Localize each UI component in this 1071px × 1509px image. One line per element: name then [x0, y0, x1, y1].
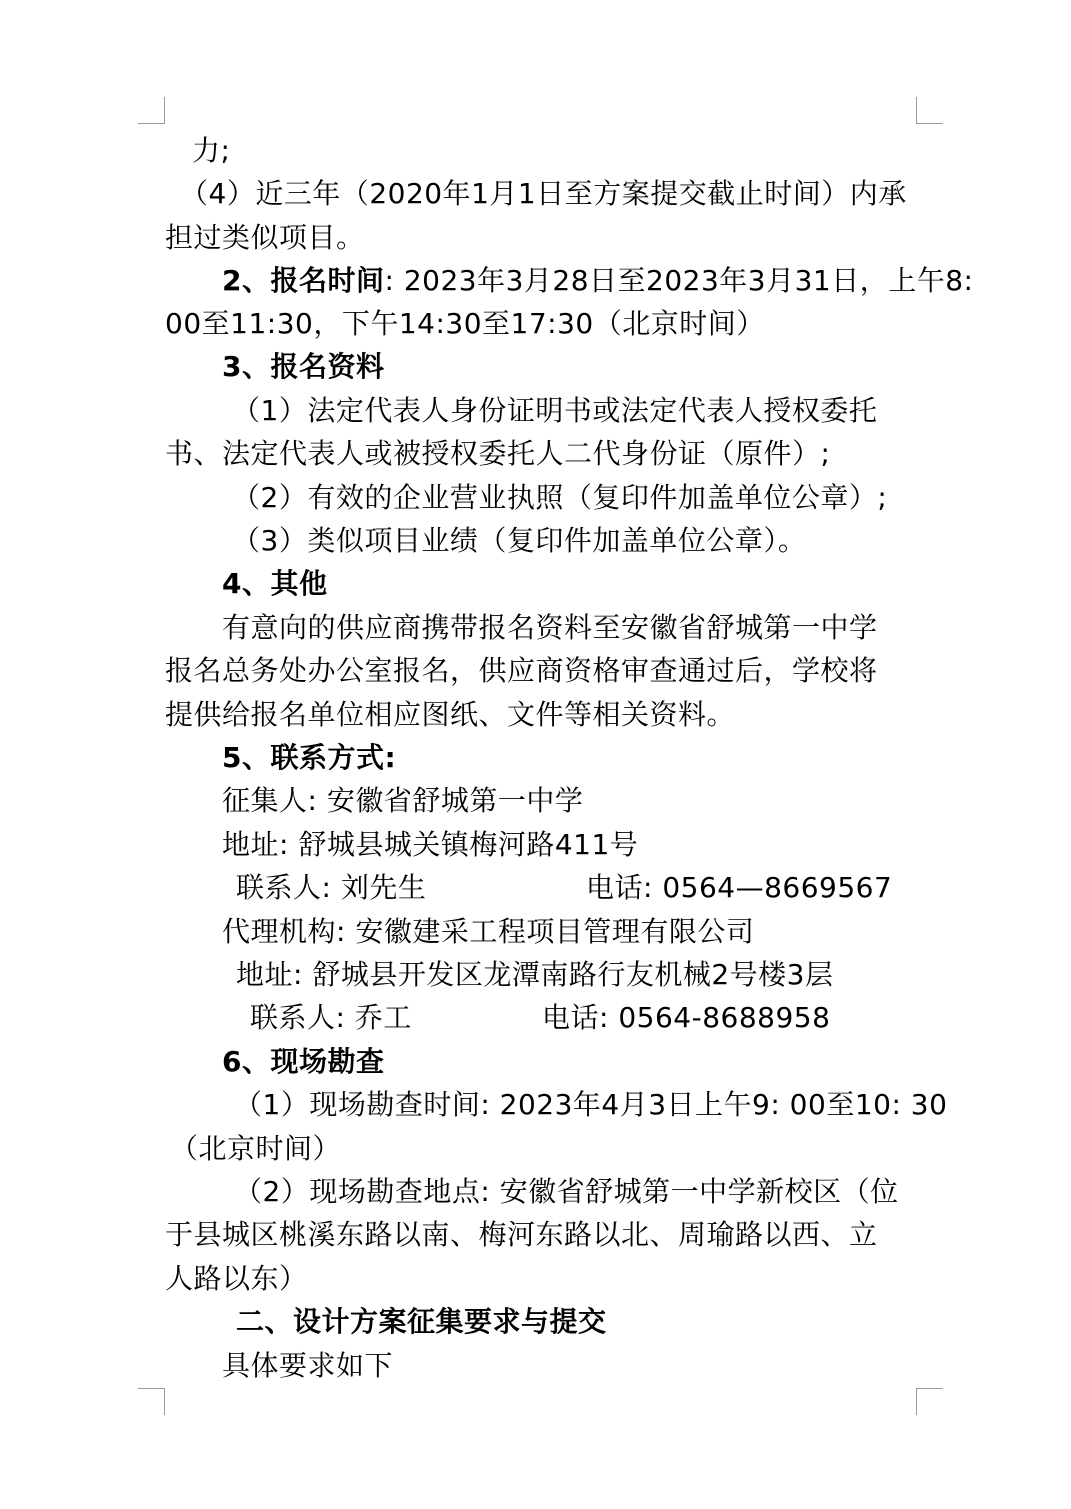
contact-line [236, 871, 892, 905]
text-line: （3）类似项目业绩（复印件加盖单位公章）。 [232, 524, 807, 557]
section-heading: 3、报名资料 [222, 350, 385, 383]
text-line: （1）法定代表人身份证明书或法定代表人授权委托 [232, 394, 878, 427]
text-line: 00至11:30，下午14:30至17:30（北京时间） [165, 307, 765, 340]
text-line: （北京时间） [170, 1132, 342, 1165]
text-line: 地址: 舒城县开发区龙潭南路行友机械2号楼3层 [236, 958, 834, 991]
contact-person: 联系人: 乔工 [250, 1001, 412, 1034]
text-line: 具体要求如下 [222, 1349, 394, 1382]
text-line: 征集人: 安徽省舒城第一中学 [222, 784, 584, 817]
margin-corner-bottom-right [916, 1388, 943, 1415]
section-heading: 6、现场勘查 [222, 1045, 385, 1078]
text-line: 人路以东） [165, 1262, 308, 1295]
contact-phone: 电话: 0564-8688958 [542, 1001, 831, 1034]
registration-time-label: 2、报名时间 [222, 264, 385, 297]
text-line: 地址: 舒城县城关镇梅河路411号 [222, 828, 639, 861]
text-line: 代理机构: 安徽建采工程项目管理有限公司 [222, 915, 755, 948]
margin-corner-bottom-left [138, 1388, 165, 1415]
text-line: （2）现场勘查地点: 安徽省舒城第一中学新校区（位 [234, 1175, 899, 1208]
text-line: 书、法定代表人或被授权委托人二代身份证（原件）; [165, 437, 831, 470]
section-heading: 5、联系方式: [222, 741, 397, 774]
text-line: 担过类似项目。 [165, 221, 365, 254]
text-line: 提供给报名单位相应图纸、文件等相关资料。 [165, 698, 736, 731]
registration-time-value: : 2023年3月28日至2023年3月31日，上午8: [384, 264, 974, 297]
contact-phone: 电话: 0564—8669567 [586, 871, 893, 904]
text-line: （2）有效的企业营业执照（复印件加盖单位公章）; [232, 481, 888, 514]
contact-person: 联系人: 刘先生 [236, 871, 427, 904]
text-line: （4）近三年（2020年1月1日至方案提交截止时间）内承 [180, 177, 907, 210]
margin-corner-top-left [138, 97, 165, 124]
text-line: 于县城区桃溪东路以南、梅河东路以北、周瑜路以西、立 [165, 1218, 878, 1251]
text-line: （1）现场勘查时间: 2023年4月3日上午9: 00至10: 30 [234, 1088, 948, 1121]
contact-line [250, 1001, 830, 1035]
margin-corner-top-right [916, 97, 943, 124]
registration-time-line [222, 264, 973, 298]
text-line: 力; [192, 134, 231, 167]
chapter-heading: 二、设计方案征集要求与提交 [236, 1305, 607, 1338]
text-line: 有意向的供应商携带报名资料至安徽省舒城第一中学 [222, 611, 878, 644]
text-line: 报名总务处办公室报名，供应商资格审查通过后，学校将 [165, 654, 878, 687]
section-heading: 4、其他 [222, 567, 328, 600]
